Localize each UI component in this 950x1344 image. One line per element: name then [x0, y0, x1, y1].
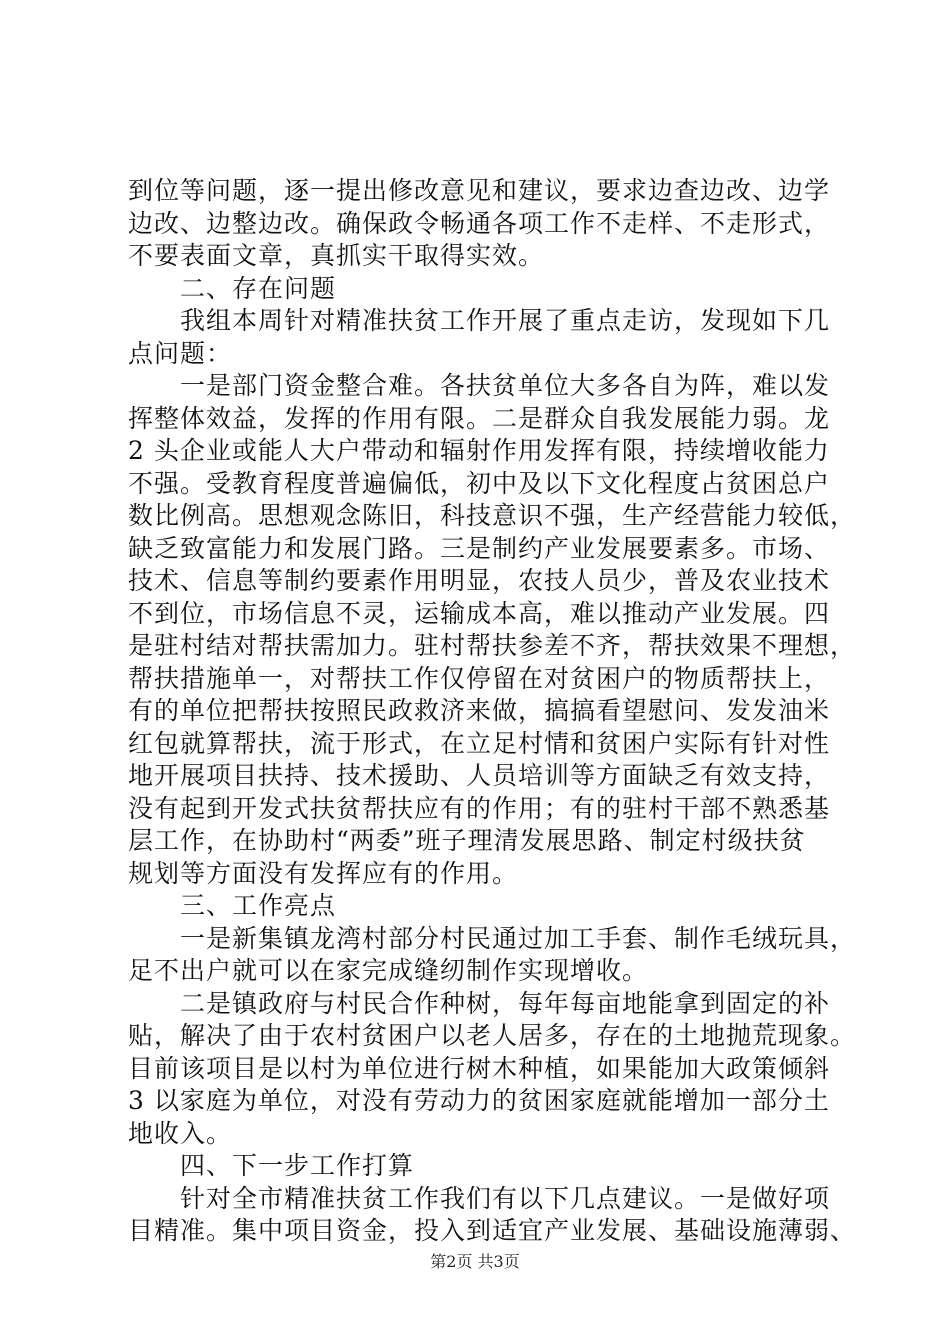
text-line: 针对全市精准扶贫工作我们有以下几点建议。一是做好项 [128, 1183, 831, 1213]
text-line: 地收入。 [128, 1118, 233, 1148]
text-line: 没有起到开发式扶贫帮扶应有的作用；有的驻村干部不熟悉基 [128, 793, 831, 823]
text-line: 缺乏致富能力和发展门路。三是制约产业发展要素多。市场、 [128, 533, 831, 563]
text-line: 3 以家庭为单位，对没有劳动力的贫困家庭就能增加一部分土 [128, 1086, 830, 1115]
text-line: 2 头企业或能人大户带动和辐射作用发挥有限，持续增收能力 [128, 436, 830, 465]
text-line: 挥整体效益，发挥的作用有限。二是群众自我发展能力弱。龙 [128, 403, 831, 433]
text-line: 数比例高。思想观念陈旧，科技意识不强，生产经营能力较低， [128, 501, 857, 530]
text-line: 层工作，在协助村“两委”班子理清发展思路、制定村级扶贫 [128, 826, 806, 855]
text-line: 是驻村结对帮扶需加力。驻村帮扶参差不齐，帮扶效果不理想， [128, 631, 857, 660]
text-line: 不到位，市场信息不灵，运输成本高，难以推动产业发展。四 [128, 598, 831, 628]
text-line: 不要表面文章，真抓实干取得实效。 [128, 241, 545, 270]
text-line: 边改、边整边改。确保政令畅通各项工作不走样、不走形式， [128, 208, 831, 238]
text-line: 红包就算帮扶，流于形式，在立足村情和贫困户实际有针对性 [128, 728, 831, 758]
text-line: 帮扶措施单一，对帮扶工作仅停留在对贫困户的物质帮扶上， [128, 663, 831, 693]
text-line: 地开展项目扶持、技术援助、人员培训等方面缺乏有效支持， [128, 761, 831, 790]
text-line: 足不出户就可以在家完成缝纫制作实现增收。 [128, 956, 649, 985]
text-line: 三、工作亮点 [128, 891, 337, 920]
text-line: 一是部门资金整合难。各扶贫单位大多各自为阵，难以发 [128, 371, 831, 400]
text-line: 我组本周针对精准扶贫工作开展了重点走访，发现如下几 [128, 306, 831, 335]
text-line: 目精准。集中项目资金，投入到适宜产业发展、基础设施薄弱、 [128, 1216, 857, 1245]
text-line: 有的单位把帮扶按照民政救济来做，搞搞看望慰问、发发油米 [128, 696, 831, 725]
text-line: 点问题： [128, 338, 233, 368]
text-line: 一是新集镇龙湾村部分村民通过加工手套、制作毛绒玩具， [128, 923, 857, 953]
text-line: 不强。受教育程度普遍偏低，初中及以下文化程度占贫困总户 [128, 468, 831, 498]
text-line: 二是镇政府与村民合作种树，每年每亩地能拿到固定的补 [128, 988, 831, 1018]
text-line: 目前该项目是以村为单位进行树木种植，如果能加大政策倾斜 [128, 1053, 831, 1083]
text-line: 四、下一步工作打算 [128, 1151, 415, 1180]
text-line: 规划等方面没有发挥应有的作用。 [128, 858, 519, 888]
text-line: 到位等问题，逐一提出修改意见和建议，要求边查边改、边学 [128, 176, 831, 205]
page-footer: 第2页 共3页 [430, 1252, 520, 1271]
text-line: 二、存在问题 [128, 273, 337, 303]
text-line: 贴，解决了由于农村贫困户以老人居多，存在的土地抛荒现象。 [128, 1021, 857, 1050]
text-line: 技术、信息等制约要素作用明显，农技人员少，普及农业技术 [128, 566, 831, 595]
